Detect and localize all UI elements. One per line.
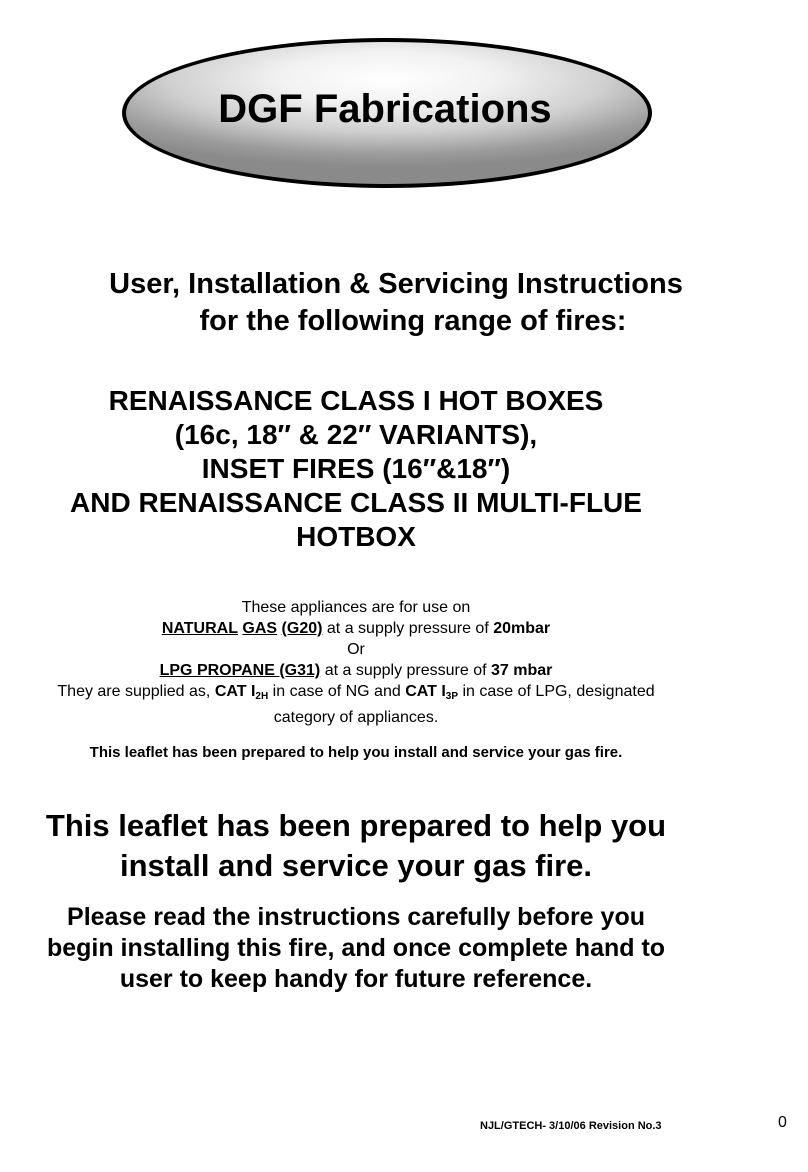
read-line-2: begin installing this fire, and once complete hand to <box>46 934 666 962</box>
ng-natural: NATURAL <box>161 620 238 637</box>
read-line-1: Please read the instructions carefully before you <box>67 903 645 931</box>
range-line-4: AND RENAISSANCE CLASS II MULTI-FLUE <box>70 487 642 518</box>
ng-mid-text: at a supply pressure of <box>326 620 489 637</box>
cat-ng-sub: 2H <box>255 691 269 702</box>
lpg-name: LPG PROPANE (G31) <box>159 662 321 679</box>
footer-reference: NJL/GTECH- 3/10/06 Revision No.3 <box>480 1120 662 1132</box>
range-line-3: INSET FIRES (16″&18″) <box>201 453 511 484</box>
supply-ng-line <box>10 618 702 639</box>
range-line-5: HOTBOX <box>296 521 416 552</box>
lpg-pressure: 37 mbar <box>491 662 553 679</box>
read-instructions-note <box>10 902 702 995</box>
supply-lpg-line <box>10 660 702 681</box>
heading-line-2: for the following range of fires: <box>199 305 627 337</box>
leaflet-large-line-1: This leaflet has been prepared to help you <box>45 808 667 843</box>
range-line-2: (16c, 18″ & 22″ VARIANTS), <box>174 419 538 450</box>
range-line-1: RENAISSANCE CLASS I HOT BOXES <box>108 385 604 416</box>
ng-code: (G20) <box>281 620 323 637</box>
cat-intro: They are supplied as, <box>57 683 211 700</box>
read-line-3: user to keep handy for future reference. <box>119 965 593 993</box>
logo-oval <box>122 38 652 188</box>
supply-category-end: category of appliances. <box>273 709 439 726</box>
supply-info <box>10 597 702 728</box>
supply-intro: These appliances are for use on <box>241 599 471 616</box>
cat-lpg-text: in case of LPG, designated <box>462 683 655 700</box>
cat-lpg-label: CAT I <box>405 683 446 700</box>
ng-pressure: 20mbar <box>493 620 551 637</box>
supply-category-line <box>10 681 702 707</box>
product-range <box>20 384 692 554</box>
page-number: 0 <box>778 1114 787 1131</box>
heading-line-1: User, Installation & Servicing Instructions <box>109 268 683 300</box>
lpg-mid-text: at a supply pressure of <box>324 662 487 679</box>
leaflet-note-large <box>10 806 702 886</box>
leaflet-note-small: This leaflet has been prepared to help you install and service your gas fire. <box>89 744 623 761</box>
cat-ng-text: in case of NG and <box>272 683 401 700</box>
logo-text: DGF Fabrications <box>218 86 552 131</box>
supply-or: Or <box>347 641 365 658</box>
ng-gas: GAS <box>242 620 278 637</box>
leaflet-large-line-2: install and service your gas fire. <box>119 848 593 883</box>
cat-lpg-sub: 3P <box>445 691 459 702</box>
cat-ng-label: CAT I <box>214 683 256 700</box>
document-heading <box>60 266 732 340</box>
